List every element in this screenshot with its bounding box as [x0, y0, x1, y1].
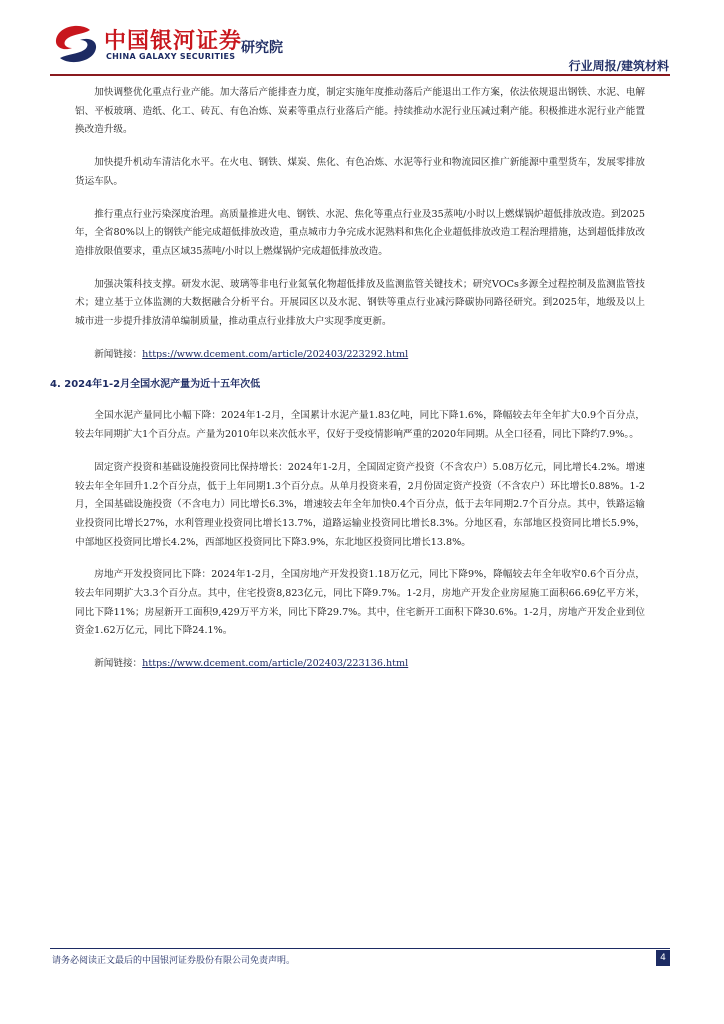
paragraph-capacity-optimization: 加快调整优化重点行业产能。加大落后产能排查力度，制定实施年度推动落后产能退出工作方案，依法依规退出钢铁、水泥、电解铝、平板玻璃、造纸、化工、砖瓦、有色冶炼、炭素等重点行业落后产能。持续推动水泥行业压减过剩产能。积极推进水泥行业产能置换改造升级。 — [75, 87, 645, 136]
paragraph-real-estate: 房地产开发投资同比下降：2024年1-2月，全国房地产开发投资1.18万亿元，同比下降9%，降幅较去年全年收窄0.6个百分点，较去年同期扩大3.3个百分点。其中，住宅投资8,823亿元，同比下降9.7%。1-2月，房地产开发企业房屋施工面积66.69亿平方米，同比下降11%；房屋新开工面积9,429万平方米，同比下降29.7%。其中，住宅新开工面积下降30.6%。1-2月，房地产开发企业到位资金1.62万亿元，同比下降24.1%。 — [75, 569, 645, 637]
footer-divider — [50, 948, 670, 949]
footer-disclaimer: 请务必阅读正文最后的中国银河证券股份有限公司免责声明。 — [52, 956, 296, 966]
page-number: 4 — [656, 950, 670, 966]
brand-name-en: CHINA GALAXY SECURITIES — [106, 52, 236, 61]
paragraph-cement-output: 全国水泥产量同比小幅下降：2024年1-2月，全国累计水泥产量1.83亿吨，同比下降1.6%，降幅较去年全年扩大0.9个百分点，较去年同期扩大1个百分点。产量为2010年以来次低水平，仅好于受疫情影响严重的2020年同期。从全口径看，同比下降约7.9%。。 — [75, 410, 645, 441]
page-header — [0, 0, 724, 80]
news-link-label: 新闻链接： — [94, 658, 143, 670]
paragraph-pollution-treatment: 推行重点行业污染深度治理。高质量推进火电、钢铁、水泥、焦化等重点行业及35蒸吨/小时以上燃煤锅炉超低排放改造。到2025年，全省80%以上的钢铁产能完成超低排放改造，重点城市力争完成水泥熟料和焦化企业超低排放改造工程治理措施，达到超低排放改造排放限值要求，重点区域35蒸吨/小时以上燃煤锅炉完成超低排放改造。 — [75, 208, 645, 257]
news-link-2[interactable]: https://www.dcement.com/article/202403/223136.html — [142, 658, 409, 670]
paragraph-fixed-investment: 固定资产投资和基础设施投资同比保持增长：2024年1-2月，全国固定资产投资（不含农户）5.08万亿元，同比增长4.2%。增速较去年全年回升1.2个百分点，低于上年同期1.3个百分点。从单月投资来看，2月份固定资产投资（不含农户）环比增长0.88%。1-2月，全国基础设施投资（不含电力）同比增长6.3%，增速较去年全年加快0.4个百分点，低于去年同期2.7个百分点。其中，铁路运输业投资同比增长27%，水利管理业投资同比增长13.7%，道路运输业投资同比增长8.3%。分地区看，东部地区投资同比增长5.9%，中部地区投资同比增长4.2%，西部地区投资同比下降3.9%，东北地区投资同比增长13.8%。 — [75, 461, 645, 548]
paragraph-tech-support: 加强决策科技支撑。研发水泥、玻璃等非电行业氮氧化物超低排放及监测监管关键技术；研究VOCs多源全过程控制及监测监管技术；建立基于立体监测的大数据融合分析平台。开展园区以及水泥、钢铁等重点行业减污降碳协同路径研究。到2025年，地级及以上城市进一步提升排放清单编制质量，推动重点行业排放大户实现季度更新。 — [75, 278, 645, 328]
galaxy-swirl-logo-icon — [50, 24, 102, 64]
header-divider — [50, 74, 670, 76]
section-title: 4. 2024年1-2月全国水泥产量为近十五年次低 — [50, 379, 261, 391]
news-link-1[interactable]: https://www.dcement.com/article/202403/223292.html — [142, 348, 409, 360]
report-type: 行业周报/建筑材料 — [568, 59, 669, 73]
brand-name-cn: 中国银河证券 — [104, 29, 243, 54]
institute-label: 研究院 — [241, 40, 283, 56]
news-link-label: 新闻链接： — [94, 348, 143, 360]
page-content — [50, 84, 670, 686]
news-link-line-2 — [50, 655, 670, 674]
paragraph-vehicle-clean: 加快提升机动车清洁化水平。在火电、钢铁、煤炭、焦化、有色冶炼、水泥等行业和物流园区推广新能源中重型货车，发展零排放货运车队。 — [75, 157, 645, 187]
news-link-line-1 — [50, 346, 670, 365]
